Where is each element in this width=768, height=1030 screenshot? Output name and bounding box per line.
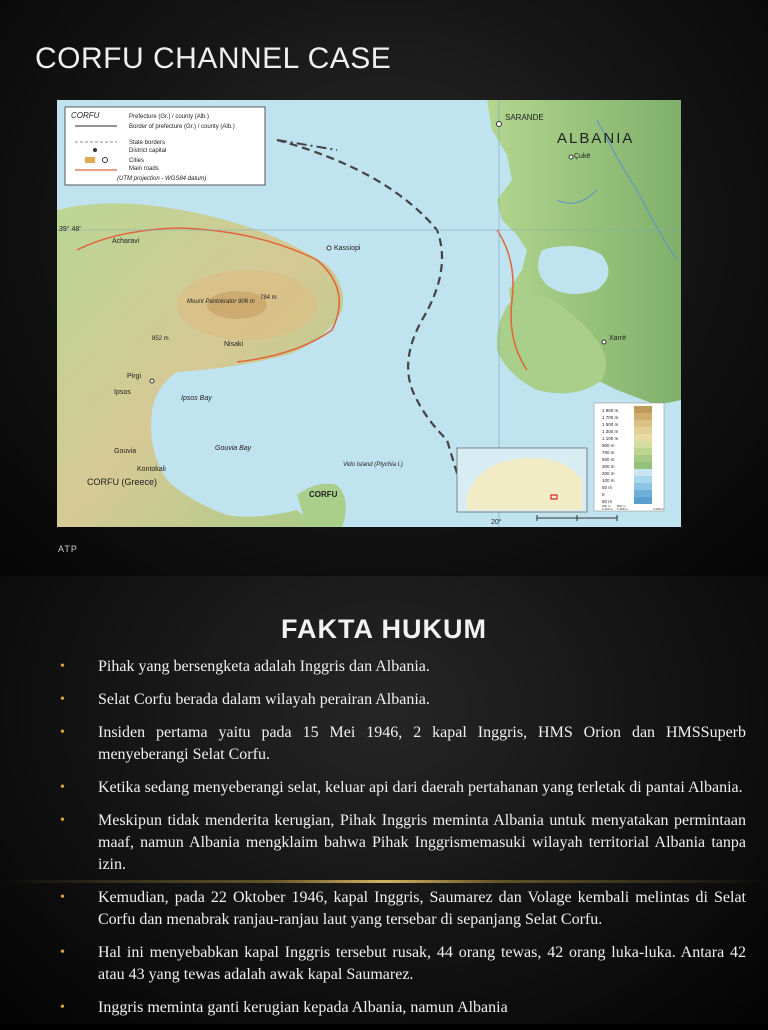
bullet-icon: • xyxy=(60,780,65,795)
svg-text:Kontokali: Kontokali xyxy=(137,466,166,473)
bullet-icon: • xyxy=(60,890,65,905)
svg-text:784 m: 784 m xyxy=(260,295,277,301)
svg-text:900 m: 900 m xyxy=(602,443,615,448)
map-legend xyxy=(65,107,265,185)
svg-text:1 000 m: 1 000 m xyxy=(602,507,613,511)
svg-text:Acharavi: Acharavi xyxy=(112,238,140,245)
bullet-icon: • xyxy=(60,692,65,707)
svg-text:State borders: State borders xyxy=(129,140,166,146)
svg-text:Pirgi: Pirgi xyxy=(127,373,142,380)
svg-text:50 m: 50 m xyxy=(602,499,613,504)
svg-text:1 500 m: 1 500 m xyxy=(602,422,619,427)
list-item: • Inggris meminta ganti kerugian kepada Albania, namun Albania xyxy=(60,997,746,1019)
list-item: • Meskipun tidak menderita kerugian, Pihak Inggris meminta Albania untuk menyatakan permintaan maaf, namun Albania mengklaim bahwa Pihak Inggrismemasuki wilayah territorial Albania tanpa izin. xyxy=(60,812,746,873)
svg-text:39° 48': 39° 48' xyxy=(59,226,81,233)
svg-text:0: 0 xyxy=(602,492,605,497)
svg-text:1 500 m: 1 500 m xyxy=(617,507,628,511)
elevation-scale xyxy=(594,403,664,511)
svg-text:50 m: 50 m xyxy=(602,485,613,490)
svg-text:Vido Island (Ptychia I.): Vido Island (Ptychia I.) xyxy=(343,462,403,468)
list-item: • Kemudian, pada 22 Oktober 1946, kapal Inggris, Saumarez dan Volage kembali melintas di Selat Corfu dan menabrak ranjau-ranjau laut yang tersebar di sepanjang Selat Corfu. xyxy=(60,889,746,928)
svg-text:Mount Pantokrator 906 m: Mount Pantokrator 906 m xyxy=(187,299,255,305)
slide-1-title: CORFU CHANNEL CASE xyxy=(35,42,392,75)
svg-text:700 m: 700 m xyxy=(602,450,615,455)
bullet-icon: • xyxy=(60,813,65,828)
svg-text:Prefecture (Gr.) / county (Alb: Prefecture (Gr.) / county (Alb.) xyxy=(129,114,210,120)
svg-text:(UTM projection - WGS84 datum): (UTM projection - WGS84 datum) xyxy=(117,176,207,182)
corfu-map xyxy=(57,100,681,527)
list-item: • Selat Corfu berada dalam wilayah perairan Albania. xyxy=(60,689,746,711)
svg-text:852 m: 852 m xyxy=(152,336,169,342)
svg-text:Xarrë: Xarrë xyxy=(609,335,627,342)
slide-footer: ATP xyxy=(58,544,78,554)
svg-text:Gouvia: Gouvia xyxy=(114,448,137,455)
svg-text:Ipsos: Ipsos xyxy=(114,389,131,396)
bullet-icon: • xyxy=(60,945,65,960)
list-item: • Ketika sedang menyeberangi selat, keluar api dari daerah pertahanan yang terletak di pantai Albania. xyxy=(60,777,746,799)
facts-list xyxy=(60,656,746,1030)
svg-text:1 700 m: 1 700 m xyxy=(602,415,619,420)
europe-inset xyxy=(457,448,587,512)
svg-text:Main roads: Main roads xyxy=(129,166,159,172)
slide-2-title: FAKTA HUKUM xyxy=(281,614,487,644)
svg-text:CORFU (Greece): CORFU (Greece) xyxy=(87,477,158,487)
svg-text:1 300 m: 1 300 m xyxy=(602,429,619,434)
svg-text:500 m: 500 m xyxy=(602,457,615,462)
list-item: • Hal ini menyebabkan kapal Inggris tersebut rusak, 44 orang tewas, 42 orang luka-luka. Antara 42 atau 43 yang tewas adalah awak kapal Saumarez. xyxy=(60,944,746,983)
legend-title: CORFU xyxy=(71,111,100,120)
svg-text:300 m: 300 m xyxy=(602,464,615,469)
svg-text:200 m: 200 m xyxy=(602,504,611,508)
bullet-icon: • xyxy=(60,1000,65,1015)
bullet-icon: • xyxy=(60,659,65,674)
svg-text:Ipsos Bay: Ipsos Bay xyxy=(181,395,212,402)
svg-text:1 900 m: 1 900 m xyxy=(602,408,619,413)
svg-text:200 m: 200 m xyxy=(602,471,615,476)
svg-text:Kassiopi: Kassiopi xyxy=(334,245,361,252)
list-item: • Insiden pertama yaitu pada 15 Mei 1946, 2 kapal Inggris, HMS Orion dan HMSSuperb menyeberangi Selat Corfu. xyxy=(60,724,746,763)
list-item: • Pihak yang bersengketa adalah Inggris dan Albania. xyxy=(60,656,746,678)
svg-text:500 m: 500 m xyxy=(617,504,626,508)
svg-text:Border of prefecture (Gr.) / c: Border of prefecture (Gr.) / county (Alb.) xyxy=(129,124,235,130)
svg-text:Gouvia Bay: Gouvia Bay xyxy=(215,445,252,452)
svg-text:CORFU: CORFU xyxy=(309,490,338,499)
svg-text:20°: 20° xyxy=(491,519,502,526)
svg-text:1 100 m: 1 100 m xyxy=(602,436,619,441)
svg-text:District capital: District capital xyxy=(129,148,167,154)
label-sarande: SARANDE xyxy=(505,113,544,122)
svg-text:Nisaki: Nisaki xyxy=(224,341,244,348)
bullet-icon: • xyxy=(60,725,65,740)
svg-text:100 m: 100 m xyxy=(602,478,615,483)
label-albania: ALBANIA xyxy=(557,130,635,147)
svg-text:2 000 m: 2 000 m xyxy=(653,507,664,511)
svg-text:Çukë: Çukë xyxy=(574,153,591,160)
svg-text:Cities: Cities xyxy=(129,158,145,164)
